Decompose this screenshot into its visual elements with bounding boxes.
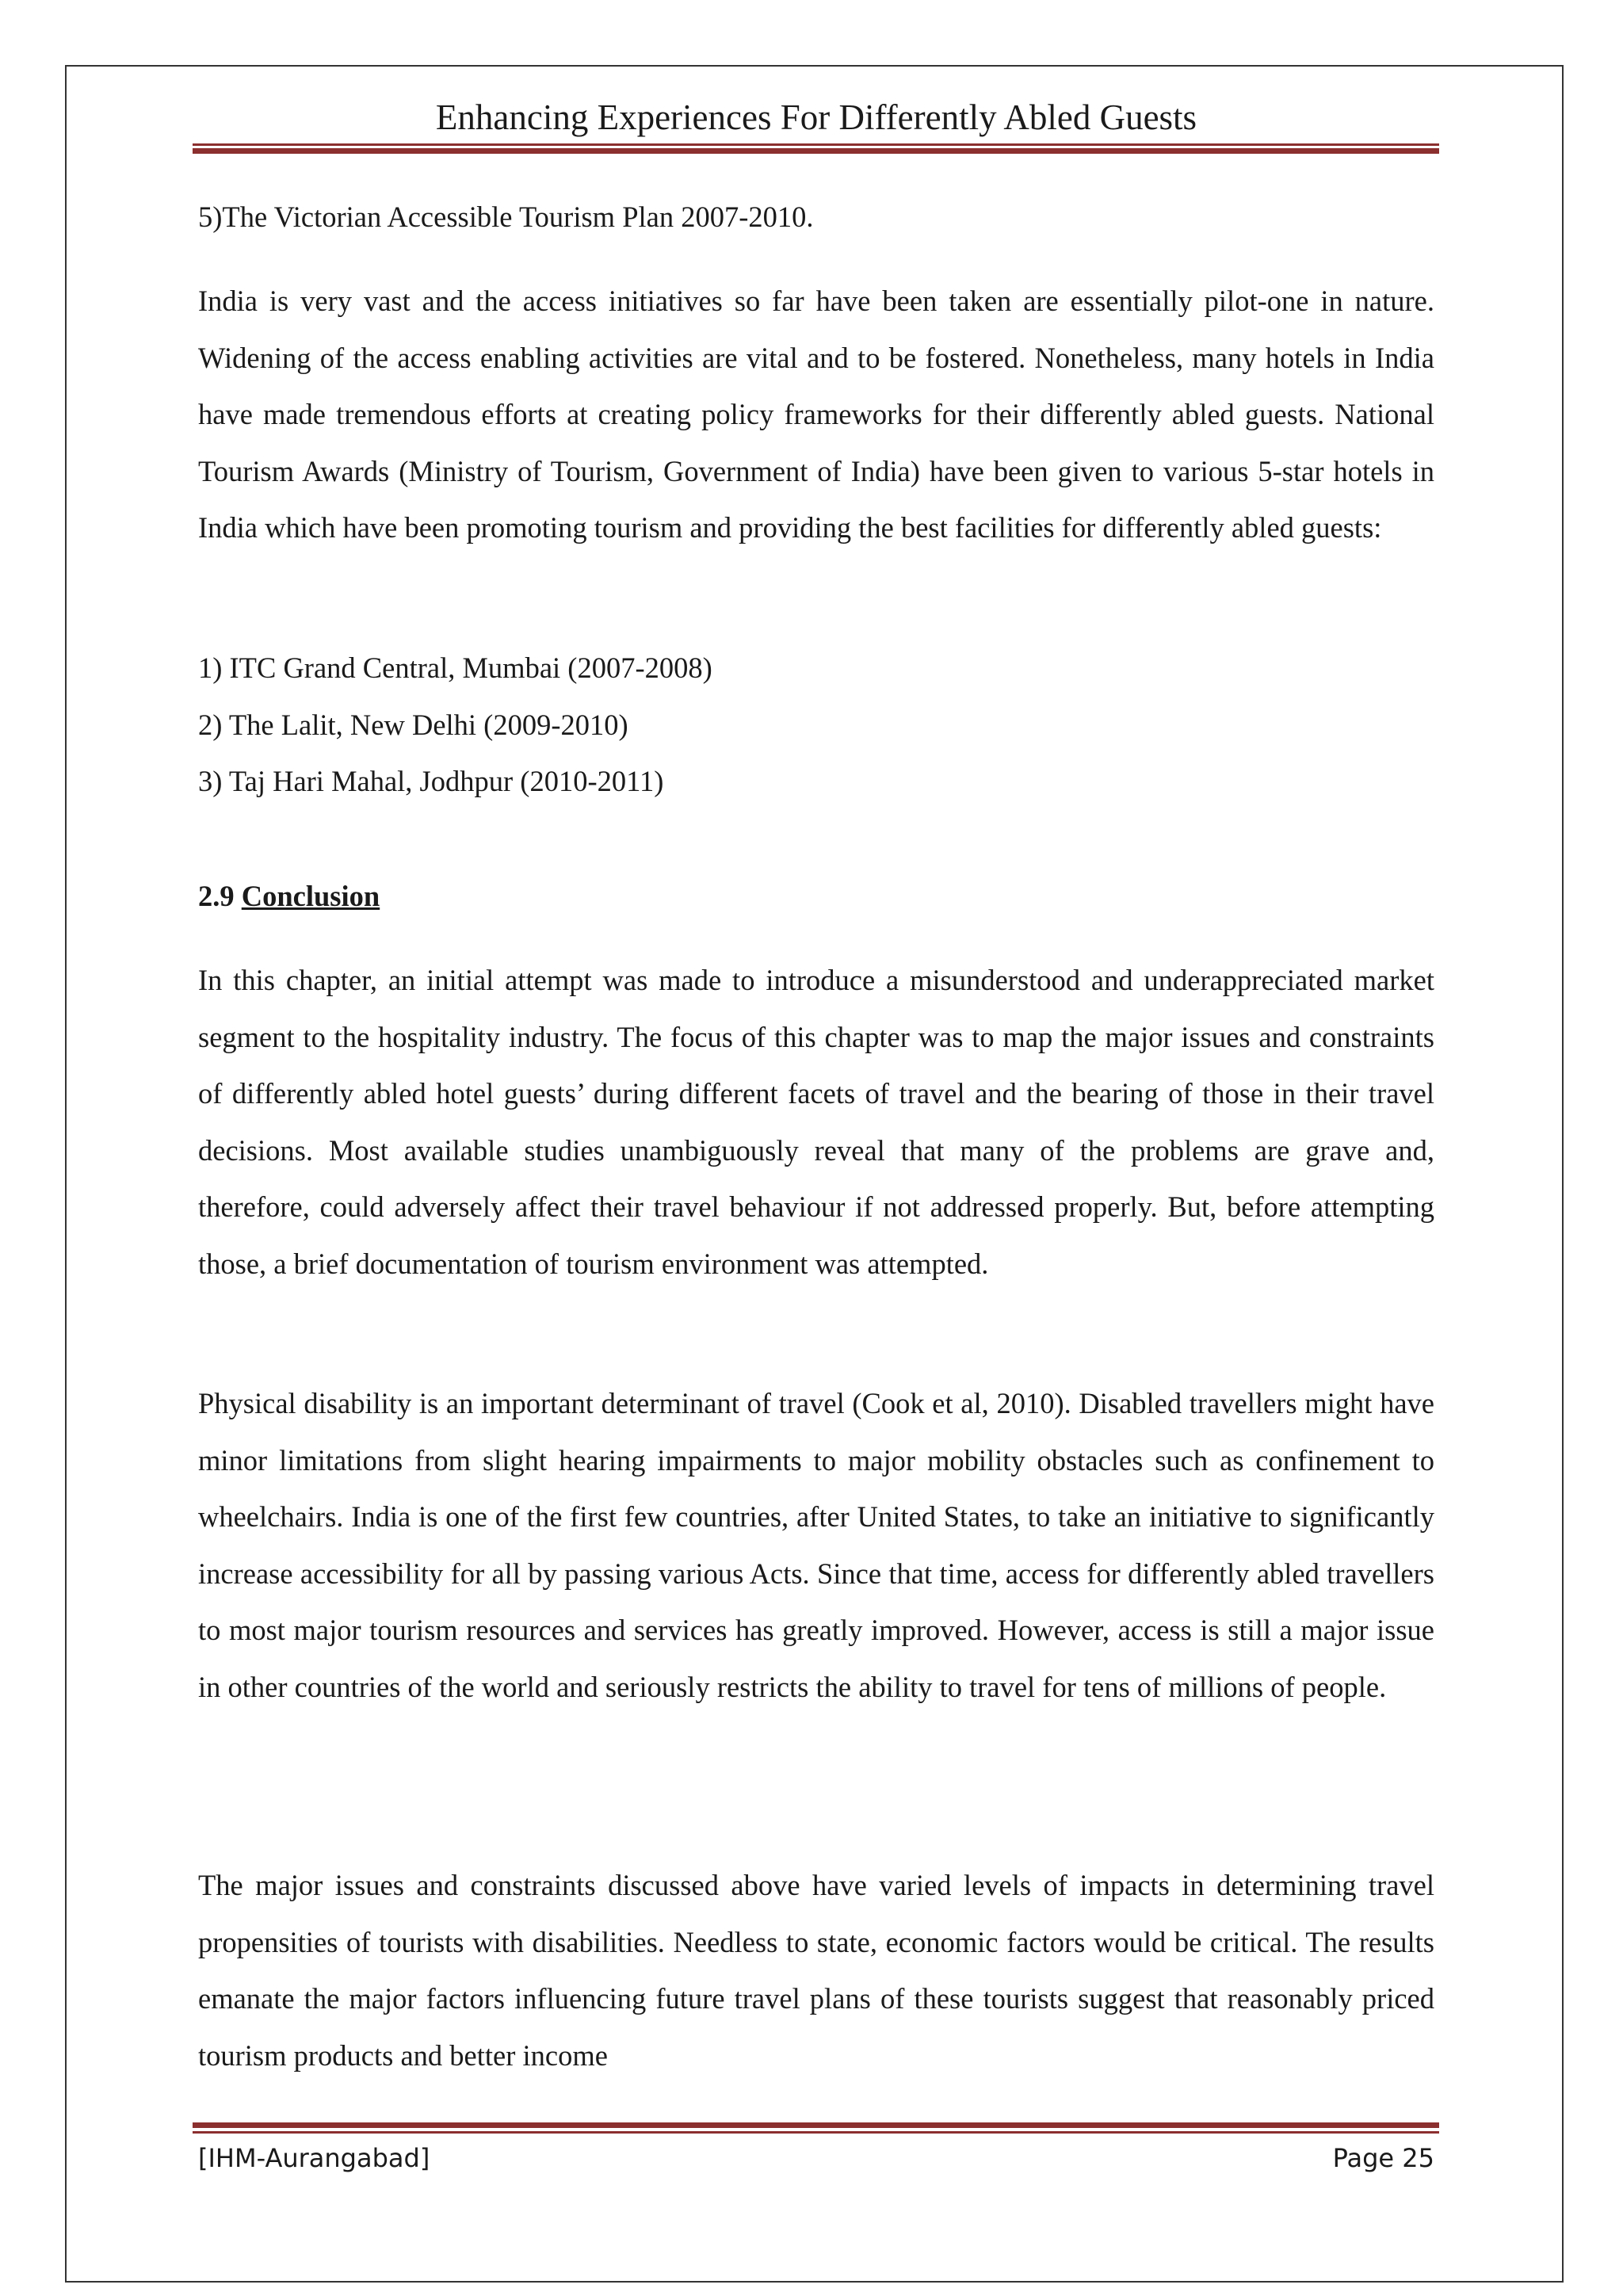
award-item: 3) Taj Hari Mahal, Jodhpur (2010-2011): [198, 765, 664, 797]
page-number: Page 25: [1332, 2143, 1434, 2173]
header-rule-thick: [193, 148, 1439, 154]
section-number: 2.9: [198, 880, 235, 912]
footer-rule-thick: [193, 2122, 1439, 2128]
paragraph-4-block: [198, 1857, 1434, 2084]
awards-list: [198, 640, 1434, 810]
paragraph-3: Physical disability is an important determinant of travel (Cook et al, 2010). Disabled travellers might have minor limitations from slight hearing impairments to major mobility obstacles such as confinement to wheelchairs. India is one of the first few countries, after United States, to take an initiative to significantly increase accessibility for all by passing various Acts. Since that time, access for differently abled travellers to most major tourism resources and services has greatly improved. However, access is still a major issue in other countries of the world and seriously restricts the ability to travel for tens of millions of people.: [198, 1387, 1434, 1703]
section-title: Conclusion: [241, 880, 380, 912]
paragraph-1: India is very vast and the access initiatives so far have been taken are essentially pilot-one in nature. Widening of the access enabling activities are vital and to be fostered. Nonetheless, many hotels in India have made tremendous efforts at creating policy frameworks for their differently abled guests. National Tourism Awards (Ministry of Tourism, Government of India) have been given to various 5-star hotels in India which have been promoting tourism and providing the best facilities for differently abled guests:: [198, 285, 1434, 544]
paragraph-2: In this chapter, an initial attempt was made to introduce a misunderstood and underappreciated market segment to the hospitality industry. The focus of this chapter was to map the major issues and constraints of differently abled hotel guests’ during different facets of travel and the bearing of those in their travel decisions. Most available studies unambiguously reveal that many of the problems are grave and, therefore, could adversely affect their travel behaviour if not addressed properly. But, before attempting those, a brief documentation of tourism environment was attempted.: [198, 964, 1434, 1280]
header-rule-thin: [193, 143, 1439, 146]
award-item: 1) ITC Grand Central, Mumbai (2007-2008): [198, 651, 712, 684]
paragraph-2-block: [198, 952, 1434, 1292]
footer-institution: [IHM-Aurangabad]: [198, 2143, 430, 2173]
paragraph-1-block: [198, 273, 1434, 556]
footer-rule-thin: [193, 2131, 1439, 2134]
paragraph-3-block: [198, 1375, 1434, 1715]
intro-item: 5)The Victorian Accessible Tourism Plan 2007-2010.: [198, 201, 814, 233]
intro-item-block: [198, 189, 1434, 246]
running-header-title: Enhancing Experiences For Differently Abled Guests: [435, 97, 1197, 137]
paragraph-4: The major issues and constraints discussed above have varied levels of impacts in determining travel propensities of tourists with disabilities. Needless to state, economic factors would be critical. The results emanate the major factors influencing future travel plans of these tourists suggest that reasonably priced tourism products and better income: [198, 1869, 1434, 2072]
section-heading: [198, 868, 1434, 925]
award-item: 2) The Lalit, New Delhi (2009-2010): [198, 708, 628, 741]
